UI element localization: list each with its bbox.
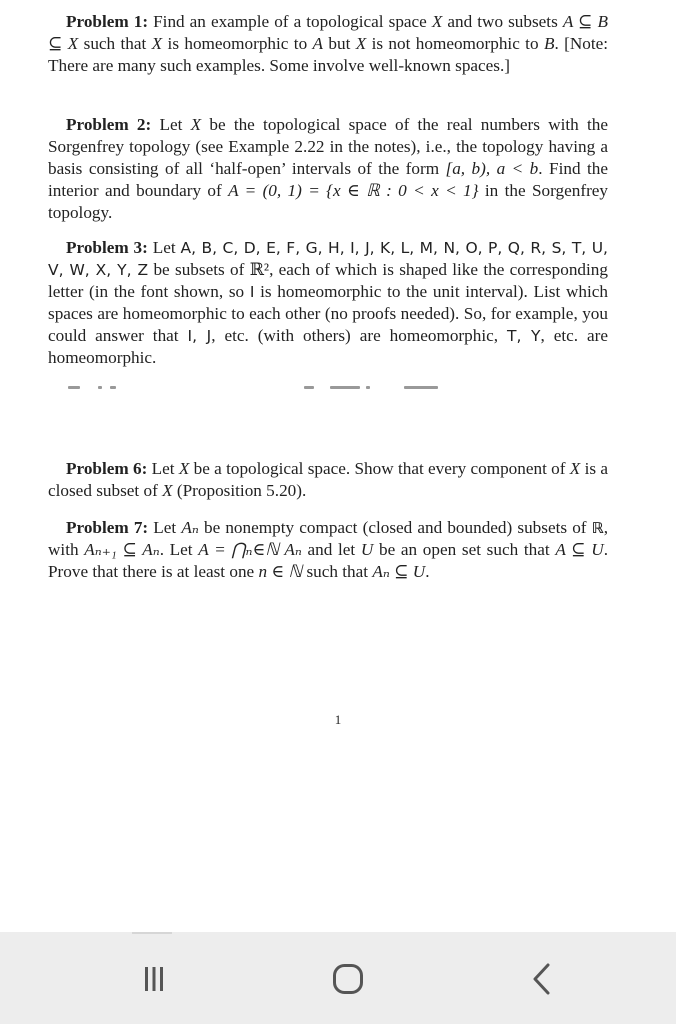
problem-label: Problem 1: [66, 12, 149, 31]
problem-3: Problem 3: Let A, B, C, D, E, F, G, H, I, J, K, L, M, N, O, P, Q, R, S, T, U, V, W, X, Y, Z be subsets of ℝ², each of which is shaped like the corresponding letter (in the font shown, so I is homeomorphic to the unit interval). List which spaces are homeomorphic to each other (no proofs needed). So, for example, you could answer that I, J, etc. (with others) are homeomorphic, T, Y, etc. are homeomorphic. [48, 238, 609, 367]
problem-6: Problem 6: Let X be a topological space. Show that every component of X is a closed subset of X (Proposition 5.20). [48, 459, 608, 500]
recents-icon [139, 964, 169, 994]
home-icon [331, 962, 365, 996]
problem-1: Problem 1: Find an example of a topological space X and two subsets A ⊆ B ⊆ X such that X is homeomorphic to A but X is not homeomorphic to B. [Note: There are many such examples. Some involve well-known spaces.] [48, 12, 609, 75]
back-icon [527, 962, 557, 996]
problem-2: Problem 2: Let X be the topological space of the real numbers with the Sorgenfrey topology (see Example 2.22 in the notes), i.e., the topology having a basis consisting of all ‘half-open’ intervals of the form [a, b), a < b. Find the interior and boundary of A = (0, 1) = {x ∈ ℝ : 0 < x < 1} in the Sorgenfrey topology. [48, 115, 609, 222]
navbar-edge-hint [132, 932, 172, 934]
page-number: 1 [334, 712, 342, 727]
android-navigation-bar [0, 932, 676, 1024]
problem-label: Problem 6: [66, 459, 148, 478]
problem-label: Problem 7: [66, 518, 149, 537]
problem-label: Problem 3: [66, 238, 148, 257]
letter-list: A, B, C, D, E, F, G, H, I, J, K, L, M, N, O, P, Q, R, S, T, U, V, W, X, Y, Z [48, 239, 608, 279]
home-button[interactable] [318, 954, 378, 1004]
recents-button[interactable] [124, 954, 184, 1004]
clipped-text-fragment [48, 382, 608, 396]
problem-label: Problem 2: [66, 115, 152, 134]
problem-7: Problem 7: Let Aₙ be nonempty compact (closed and bounded) subsets of ℝ, with Aₙ₊₁ ⊆ Aₙ. Let A = ⋂ₙ∈ℕ Aₙ and let U be an open set such that A ⊆ U. Prove that there is at least one n ∈ ℕ such that Aₙ ⊆ U. [48, 518, 608, 581]
back-button[interactable] [512, 954, 572, 1004]
